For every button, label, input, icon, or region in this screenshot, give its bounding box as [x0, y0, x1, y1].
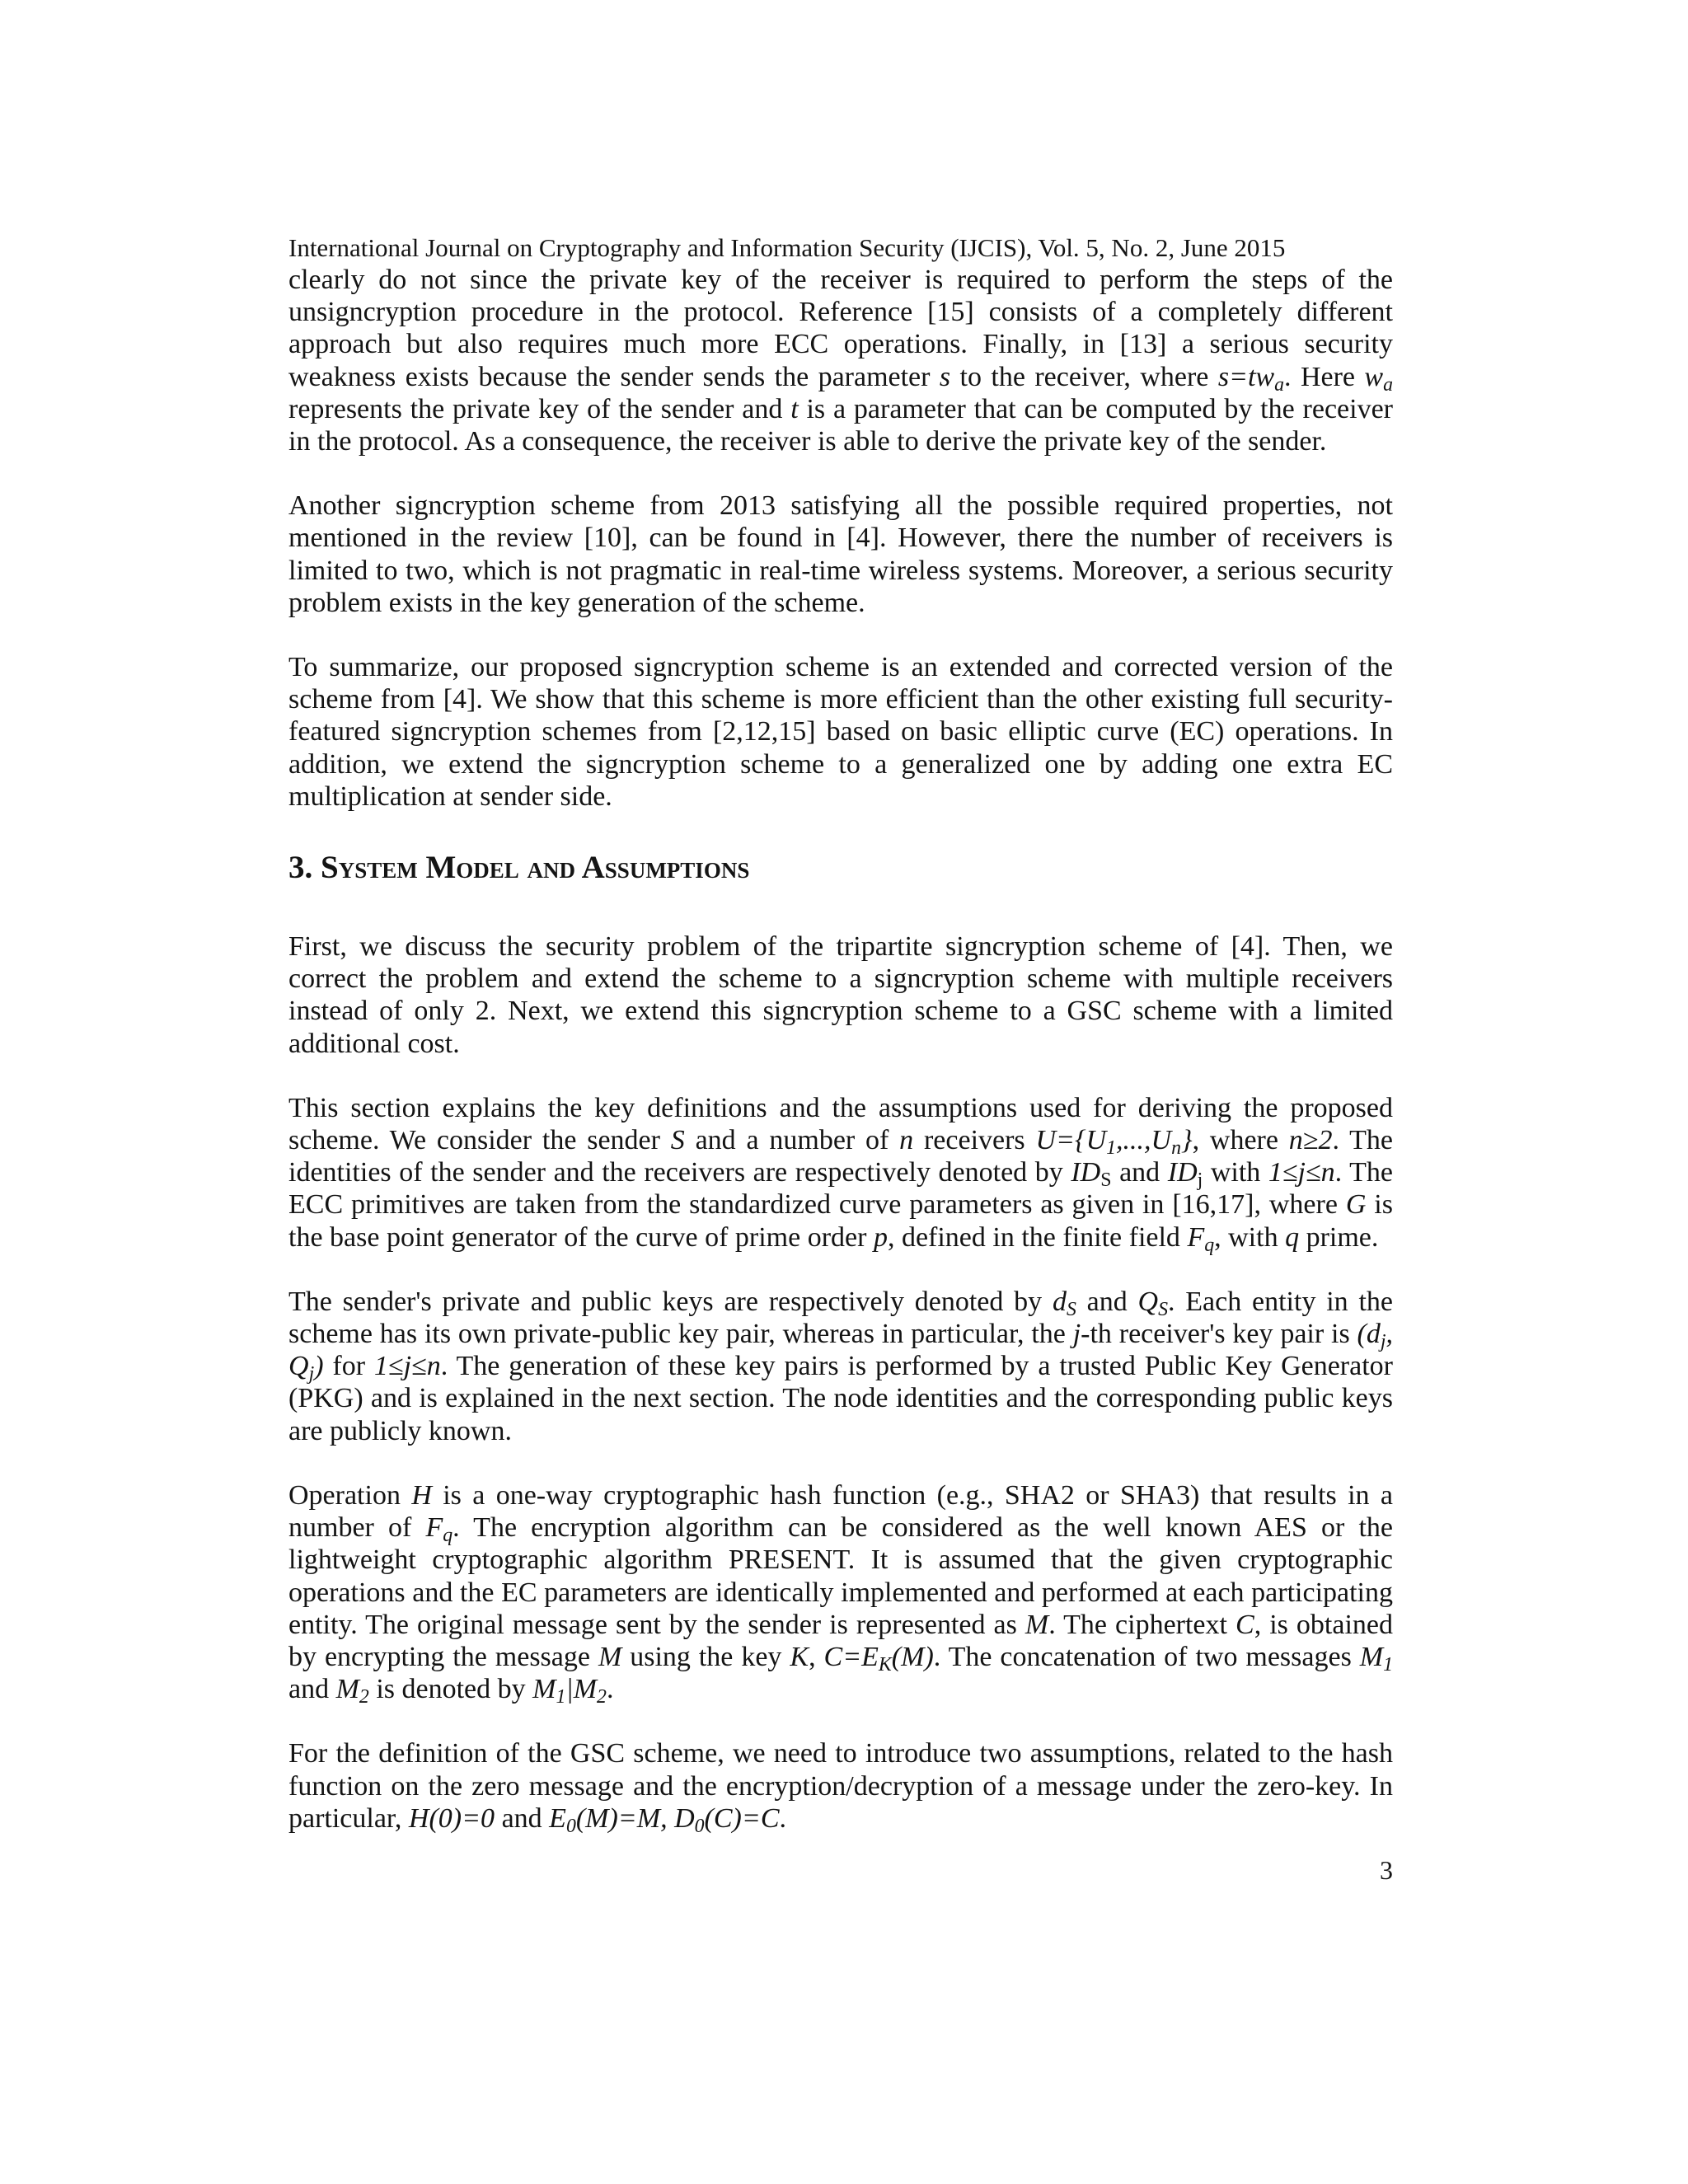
paragraph-1: clearly do not since the private key of the receiver is required to perform the steps of the unsigncryption procedure in the protocol. Reference [15] consists of a completely different approach but also requires much more ECC operations. Finally, in [13] a serious security weakness exists because the sender sends the parameter s to the receiver, where $s=tw_a$. Here $w_a$ represents the private key of the sender and t is a parameter that can be computed by the receiver in the protocol. As a consequence, the receiver is able to derive the private key of the sender. — [288, 265, 1394, 457]
paragraph-2: Another signcryption scheme from 2013 satisfying all the possible required properties, not mentioned in the review [10], can be found in [4]. However, there the number of receivers is limited to two, which is not pragmatic in real-time wireless systems. Moreover, a serious security problem exists in the key generation of the scheme. — [288, 490, 1393, 618]
body-text — [288, 264, 1393, 1835]
running-header: International Journal on Cryptography and Information Security (IJCIS), Vol. 5, No. 2, June 2015 — [288, 233, 1286, 262]
paragraph-8: For the definition of the GSC scheme, we need to introduce two assumptions, related to the hash function on the zero message and the encryption/decryption of a message under the zero-key. In particular, H(0)=0 and $E_0(M)=M$, $D_0(C)=C$. — [288, 1738, 1393, 1837]
section-heading: 3. System Model and Assumptions — [288, 850, 750, 886]
paragraph-3: To summarize, our proposed signcryption scheme is an extended and corrected version of the scheme from [4]. We show that this scheme is more efficient than the other existing full security-featured signcryption schemes from [2,12,15] based on basic elliptic curve (EC) operations. In addition, we extend the signcryption scheme to a generalized one by adding one extra EC multiplication at sender side. — [288, 652, 1393, 812]
paragraph-4: First, we discuss the security problem of the tripartite signcryption scheme of [4]. Then, we correct the problem and extend the scheme to a signcryption scheme with multiple receivers instead of only 2. Next, we extend this signcryption scheme to a GSC scheme with a limited additional cost. — [288, 931, 1393, 1059]
paragraph-7: Operation H is a one-way cryptographic hash function (e.g., SHA2 or SHA3) that results in a number of $F_q$. The encryption algorithm can be considered as the well known AES or the lightweight cryptographic algorithm PRESENT. It is assumed that the given cryptographic operations and the EC parameters are identically implemented and performed at each participating entity. The original message sent by the sender is represented as M. The ciphertext C, is obtained by encrypting the message M using the key K, $C=E_K(M)$. The concatenation of two messages $M_1$ and $M_2$ is denoted by $M_1|M_2$. — [288, 1479, 1393, 1708]
paragraph-6: The sender's private and public keys are respectively denoted by $d_S$ and $Q_S$. Each entity in the scheme has its own private-public key pair, whereas in particular, the j-th receiver's key pair is ($d_j$, $Q_j$) for 1≤j≤n. The generation of these key pairs is performed by a trusted Public Key Generator (PKG) and is explained in the next section. The node identities and the corresponding public keys are publicly known. — [288, 1286, 1393, 1446]
page-number: 3 — [1380, 1855, 1393, 1885]
paragraph-5: This section explains the key definitions and the assumptions used for deriving the proposed scheme. We consider the sender S and a number of n receivers $U=\{U_1,...,U_n\}$, where n≥2. The identities of the sender and the receivers are respectively denoted by $ID_S$ and $ID_j$ with 1≤j≤n. The ECC primitives are taken from the standardized curve parameters as given in [16,17], where G is the base point generator of the curve of prime order p, defined in the finite field $F_q$, with q prime. — [288, 1092, 1394, 1256]
